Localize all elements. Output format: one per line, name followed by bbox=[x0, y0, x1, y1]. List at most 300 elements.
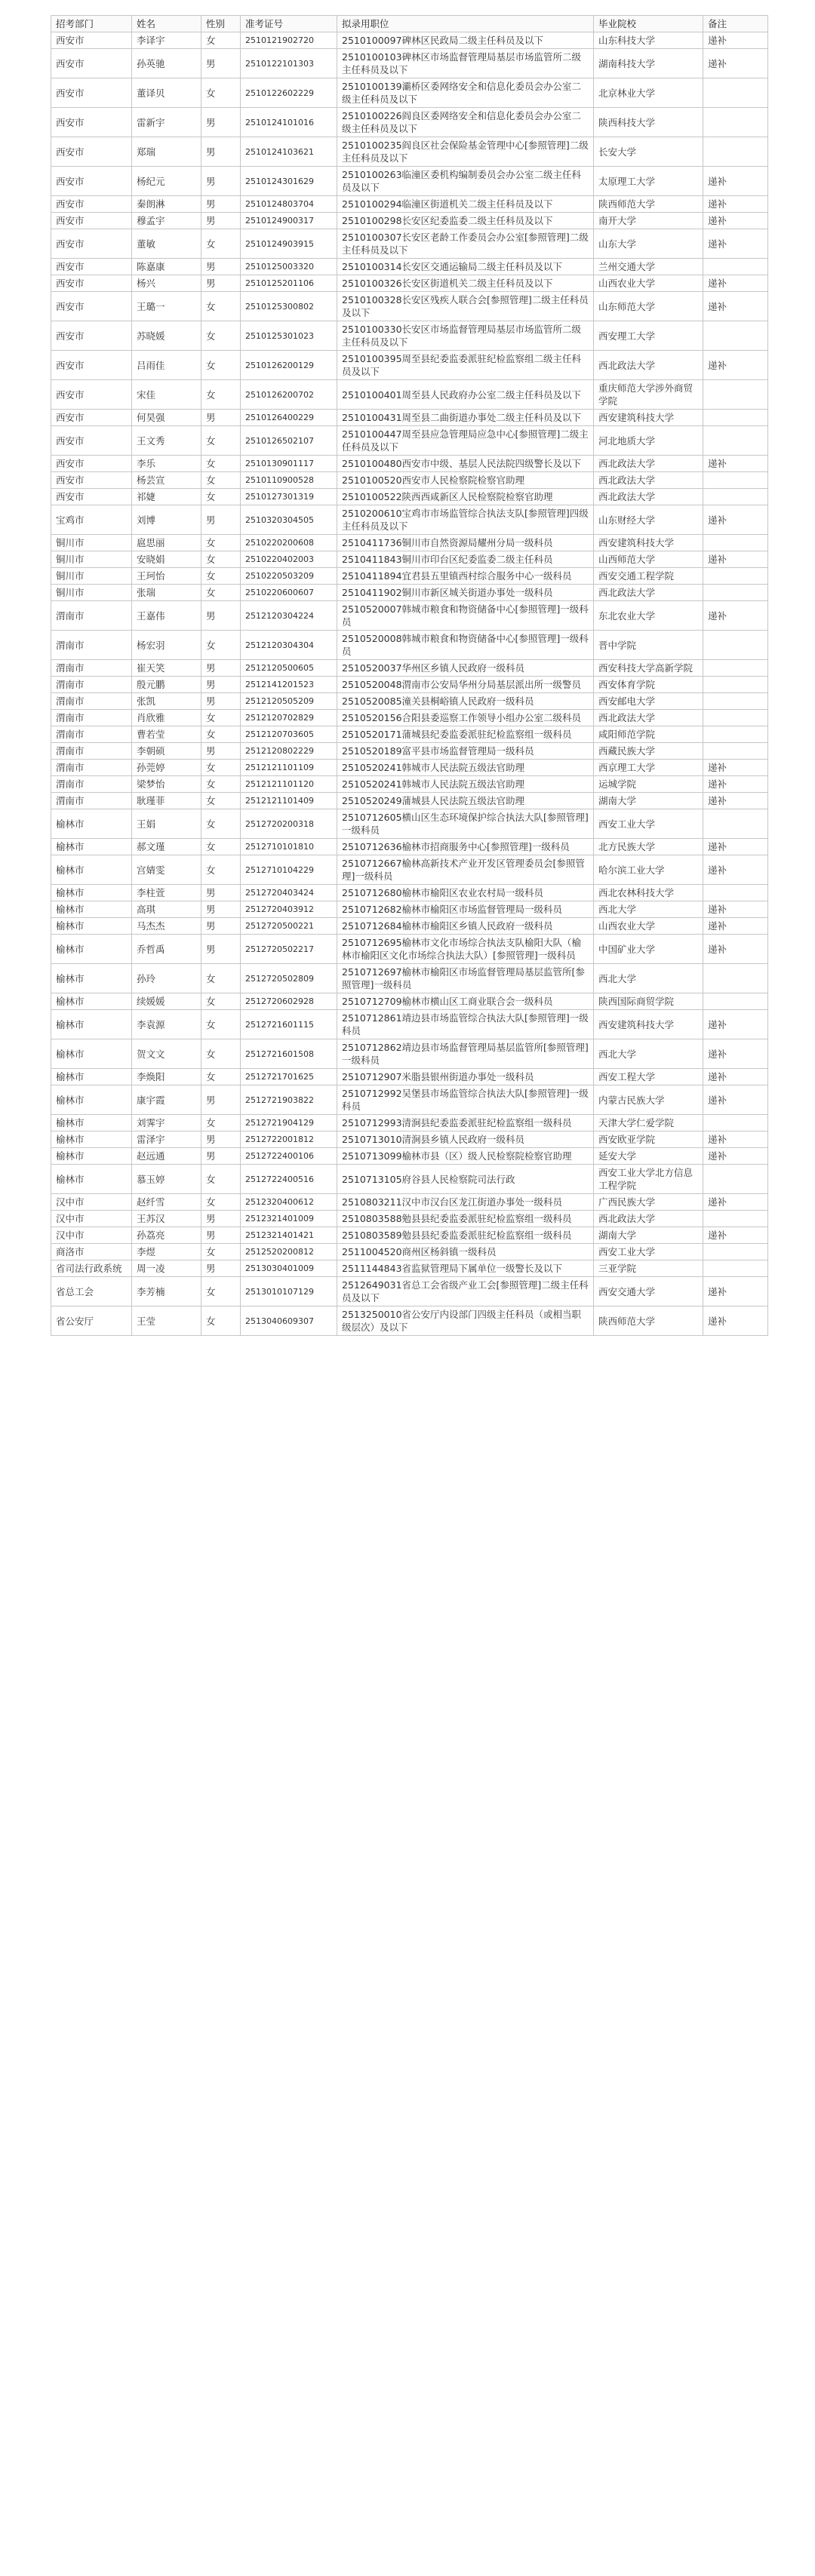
department-cell: 渭南市 bbox=[51, 776, 132, 793]
table-row bbox=[51, 275, 768, 292]
department-cell: 榆林市 bbox=[51, 1085, 132, 1115]
gender-cell: 女 bbox=[201, 426, 241, 456]
department-cell: 西安市 bbox=[51, 78, 132, 108]
remark-cell: 递补 bbox=[703, 229, 768, 259]
gender-cell: 女 bbox=[201, 1010, 241, 1039]
school-cell: 西藏民族大学 bbox=[594, 743, 703, 760]
department-cell: 渭南市 bbox=[51, 793, 132, 809]
name-cell: 马杰杰 bbox=[132, 918, 201, 935]
exam-number-cell: 2512120802229 bbox=[241, 743, 337, 760]
table-row bbox=[51, 1010, 768, 1039]
remark-cell: 递补 bbox=[703, 351, 768, 380]
table-row bbox=[51, 1306, 768, 1336]
position-cell: 2513250010省公安厅内设部门四级主任科员（或相当职级层次）及以下 bbox=[337, 1306, 594, 1336]
exam-number-cell: 2510126200129 bbox=[241, 351, 337, 380]
remark-cell: 递补 bbox=[703, 1148, 768, 1165]
table-row bbox=[51, 726, 768, 743]
position-cell: 2510100330长安区市场监督管理局基层市场监管所二级主任科员及以下 bbox=[337, 321, 594, 351]
name-cell: 孙英驰 bbox=[132, 49, 201, 78]
gender-cell: 女 bbox=[201, 1306, 241, 1336]
gender-cell: 男 bbox=[201, 1260, 241, 1277]
exam-number-cell: 2512720403912 bbox=[241, 901, 337, 918]
gender-cell: 女 bbox=[201, 1165, 241, 1194]
name-cell: 孙莞婷 bbox=[132, 760, 201, 776]
remark-cell bbox=[703, 321, 768, 351]
school-cell: 山西农业大学 bbox=[594, 275, 703, 292]
gender-cell: 男 bbox=[201, 49, 241, 78]
position-cell: 2510100263临潼区委机构编制委员会办公室二级主任科员及以下 bbox=[337, 167, 594, 196]
name-cell: 王嘉伟 bbox=[132, 601, 201, 631]
department-cell: 榆林市 bbox=[51, 1131, 132, 1148]
table-header-row bbox=[51, 16, 768, 32]
name-cell: 贺文文 bbox=[132, 1039, 201, 1069]
gender-cell: 女 bbox=[201, 32, 241, 49]
exam-number-cell: 2512710101810 bbox=[241, 839, 337, 855]
department-cell: 西安市 bbox=[51, 229, 132, 259]
exam-number-cell: 2512720403424 bbox=[241, 885, 337, 901]
remark-cell bbox=[703, 108, 768, 137]
header-name: 姓名 bbox=[132, 16, 201, 32]
table-row bbox=[51, 137, 768, 167]
name-cell: 祁婕 bbox=[132, 489, 201, 505]
department-cell: 渭南市 bbox=[51, 710, 132, 726]
remark-cell: 递补 bbox=[703, 49, 768, 78]
table-row bbox=[51, 776, 768, 793]
remark-cell bbox=[703, 1244, 768, 1260]
gender-cell: 男 bbox=[201, 1131, 241, 1148]
exam-number-cell: 2512720502217 bbox=[241, 935, 337, 964]
table-row bbox=[51, 935, 768, 964]
name-cell: 崔天笑 bbox=[132, 660, 201, 677]
table-row bbox=[51, 380, 768, 410]
position-cell: 2510803211汉中市汉台区龙江街道办事处一级科员 bbox=[337, 1194, 594, 1211]
position-cell: 2510100294临潼区街道机关二级主任科员及以下 bbox=[337, 196, 594, 213]
exam-number-cell: 2512721601115 bbox=[241, 1010, 337, 1039]
department-cell: 榆林市 bbox=[51, 1069, 132, 1085]
department-cell: 榆林市 bbox=[51, 901, 132, 918]
name-cell: 郑瑞 bbox=[132, 137, 201, 167]
table-row bbox=[51, 1244, 768, 1260]
department-cell: 榆林市 bbox=[51, 1010, 132, 1039]
table-row bbox=[51, 885, 768, 901]
school-cell: 湖南大学 bbox=[594, 793, 703, 809]
gender-cell: 男 bbox=[201, 918, 241, 935]
remark-cell: 递补 bbox=[703, 456, 768, 472]
name-cell: 王文秀 bbox=[132, 426, 201, 456]
remark-cell bbox=[703, 693, 768, 710]
gender-cell: 男 bbox=[201, 901, 241, 918]
table-row bbox=[51, 1039, 768, 1069]
school-cell: 西北大学 bbox=[594, 1039, 703, 1069]
position-cell: 2510520241韩城市人民法院五级法官助理 bbox=[337, 760, 594, 776]
school-cell: 西安科技大学高新学院 bbox=[594, 660, 703, 677]
gender-cell: 女 bbox=[201, 1244, 241, 1260]
exam-number-cell: 2510130901117 bbox=[241, 456, 337, 472]
position-cell: 2510411894宜君县五里镇西村综合服务中心一级科员 bbox=[337, 568, 594, 585]
table-row bbox=[51, 585, 768, 601]
department-cell: 西安市 bbox=[51, 292, 132, 321]
gender-cell: 男 bbox=[201, 1148, 241, 1165]
table-row bbox=[51, 259, 768, 275]
department-cell: 省总工会 bbox=[51, 1277, 132, 1306]
exam-number-cell: 2512721701625 bbox=[241, 1069, 337, 1085]
school-cell: 西北政法大学 bbox=[594, 456, 703, 472]
table-row bbox=[51, 489, 768, 505]
position-cell: 2510100522陕西西咸新区人民检察院检察官助理 bbox=[337, 489, 594, 505]
exam-number-cell: 2512721903822 bbox=[241, 1085, 337, 1115]
department-cell: 渭南市 bbox=[51, 631, 132, 660]
position-cell: 2510100401周至县人民政府办公室二级主任科员及以下 bbox=[337, 380, 594, 410]
gender-cell: 男 bbox=[201, 410, 241, 426]
school-cell: 东北农业大学 bbox=[594, 601, 703, 631]
department-cell: 西安市 bbox=[51, 351, 132, 380]
school-cell: 山东师范大学 bbox=[594, 292, 703, 321]
table-row bbox=[51, 167, 768, 196]
position-cell: 2512649031省总工会省级产业工会[参照管理]二级主任科员及以下 bbox=[337, 1277, 594, 1306]
position-cell: 2510100480西安市中级、基层人民法院四级警长及以下 bbox=[337, 456, 594, 472]
remark-cell bbox=[703, 660, 768, 677]
exam-number-cell: 2510125300802 bbox=[241, 292, 337, 321]
table-row bbox=[51, 1115, 768, 1131]
exam-number-cell: 2512120505209 bbox=[241, 693, 337, 710]
name-cell: 康宇霞 bbox=[132, 1085, 201, 1115]
position-cell: 2510712862靖边县市场监督管理局基层监管所[参照管理]一级科员 bbox=[337, 1039, 594, 1069]
name-cell: 扈思丽 bbox=[132, 535, 201, 551]
name-cell: 董译贝 bbox=[132, 78, 201, 108]
department-cell: 榆林市 bbox=[51, 935, 132, 964]
position-cell: 2510100314长安区交通运输局二级主任科员及以下 bbox=[337, 259, 594, 275]
school-cell: 西北大学 bbox=[594, 901, 703, 918]
school-cell: 西安建筑科技大学 bbox=[594, 1010, 703, 1039]
table-row bbox=[51, 1211, 768, 1227]
school-cell: 西京理工大学 bbox=[594, 760, 703, 776]
school-cell: 西安工业大学 bbox=[594, 1244, 703, 1260]
school-cell: 长安大学 bbox=[594, 137, 703, 167]
name-cell: 何昊强 bbox=[132, 410, 201, 426]
department-cell: 铜川市 bbox=[51, 535, 132, 551]
remark-cell bbox=[703, 137, 768, 167]
exam-number-cell: 2512721904129 bbox=[241, 1115, 337, 1131]
table-row bbox=[51, 1227, 768, 1244]
remark-cell: 递补 bbox=[703, 167, 768, 196]
gender-cell: 女 bbox=[201, 535, 241, 551]
name-cell: 张凯 bbox=[132, 693, 201, 710]
exam-number-cell: 2512120304304 bbox=[241, 631, 337, 660]
position-cell: 2511004520商州区杨斜镇一级科员 bbox=[337, 1244, 594, 1260]
department-cell: 西安市 bbox=[51, 108, 132, 137]
school-cell: 西北大学 bbox=[594, 964, 703, 993]
department-cell: 铜川市 bbox=[51, 568, 132, 585]
table-row bbox=[51, 793, 768, 809]
school-cell: 陕西国际商贸学院 bbox=[594, 993, 703, 1010]
department-cell: 铜川市 bbox=[51, 551, 132, 568]
gender-cell: 男 bbox=[201, 259, 241, 275]
department-cell: 榆林市 bbox=[51, 1148, 132, 1165]
table-row bbox=[51, 809, 768, 839]
header-position: 拟录用职位 bbox=[337, 16, 594, 32]
position-cell: 2510803588勉县县纪委监委派驻纪检监察组一级科员 bbox=[337, 1211, 594, 1227]
table-row bbox=[51, 760, 768, 776]
remark-cell: 递补 bbox=[703, 776, 768, 793]
school-cell: 西安欧亚学院 bbox=[594, 1131, 703, 1148]
gender-cell: 男 bbox=[201, 196, 241, 213]
remark-cell: 递补 bbox=[703, 918, 768, 935]
school-cell: 咸阳师范学院 bbox=[594, 726, 703, 743]
remark-cell bbox=[703, 426, 768, 456]
name-cell: 雷泽宇 bbox=[132, 1131, 201, 1148]
remark-cell bbox=[703, 1115, 768, 1131]
table-body bbox=[51, 32, 768, 1336]
position-cell: 2510520171蒲城县纪委监委派驻纪检监察组一级科员 bbox=[337, 726, 594, 743]
table-row bbox=[51, 32, 768, 49]
exam-number-cell: 2512720502809 bbox=[241, 964, 337, 993]
table-row bbox=[51, 693, 768, 710]
position-cell: 2510803589勉县县纪委监委派驻纪检监察组一级科员 bbox=[337, 1227, 594, 1244]
school-cell: 南开大学 bbox=[594, 213, 703, 229]
table-row bbox=[51, 1194, 768, 1211]
gender-cell: 女 bbox=[201, 321, 241, 351]
table-row bbox=[51, 601, 768, 631]
remark-cell bbox=[703, 585, 768, 601]
exam-number-cell: 2510124900317 bbox=[241, 213, 337, 229]
remark-cell: 递补 bbox=[703, 292, 768, 321]
name-cell: 李译宇 bbox=[132, 32, 201, 49]
department-cell: 榆林市 bbox=[51, 809, 132, 839]
exam-number-cell: 2512720602928 bbox=[241, 993, 337, 1010]
school-cell: 北方民族大学 bbox=[594, 839, 703, 855]
position-cell: 2510712993清涧县纪委监委派驻纪检监察组一级科员 bbox=[337, 1115, 594, 1131]
department-cell: 西安市 bbox=[51, 410, 132, 426]
table-row bbox=[51, 839, 768, 855]
name-cell: 续媛媛 bbox=[132, 993, 201, 1010]
gender-cell: 男 bbox=[201, 660, 241, 677]
exam-number-cell: 2510124903915 bbox=[241, 229, 337, 259]
name-cell: 安晓娟 bbox=[132, 551, 201, 568]
exam-number-cell: 2510220503209 bbox=[241, 568, 337, 585]
gender-cell: 女 bbox=[201, 292, 241, 321]
school-cell: 陕西师范大学 bbox=[594, 196, 703, 213]
remark-cell bbox=[703, 1260, 768, 1277]
name-cell: 陈嘉康 bbox=[132, 259, 201, 275]
name-cell: 穆孟宇 bbox=[132, 213, 201, 229]
department-cell: 榆林市 bbox=[51, 1039, 132, 1069]
remark-cell: 递补 bbox=[703, 901, 768, 918]
school-cell: 西北政法大学 bbox=[594, 585, 703, 601]
remark-cell: 递补 bbox=[703, 1227, 768, 1244]
table-row bbox=[51, 551, 768, 568]
exam-number-cell: 2510125201106 bbox=[241, 275, 337, 292]
remark-cell: 递补 bbox=[703, 1194, 768, 1211]
table-row bbox=[51, 993, 768, 1010]
gender-cell: 男 bbox=[201, 677, 241, 693]
remark-cell: 递补 bbox=[703, 760, 768, 776]
table-row bbox=[51, 213, 768, 229]
school-cell: 西北政法大学 bbox=[594, 710, 703, 726]
school-cell: 北京林业大学 bbox=[594, 78, 703, 108]
position-cell: 2510100431周至县二曲街道办事处二级主任科员及以下 bbox=[337, 410, 594, 426]
remark-cell bbox=[703, 1165, 768, 1194]
position-cell: 2510712680榆林市榆阳区农业农村局一级科员 bbox=[337, 885, 594, 901]
school-cell: 陕西科技大学 bbox=[594, 108, 703, 137]
position-cell: 2510712992吴堡县市场监管综合执法大队[参照管理]一级科员 bbox=[337, 1085, 594, 1115]
department-cell: 榆林市 bbox=[51, 918, 132, 935]
position-cell: 2510520156合阳县委巡察工作领导小组办公室二级科员 bbox=[337, 710, 594, 726]
school-cell: 西安工业大学 bbox=[594, 809, 703, 839]
name-cell: 李朝硕 bbox=[132, 743, 201, 760]
position-cell: 2510100298长安区纪委监委二级主任科员及以下 bbox=[337, 213, 594, 229]
exam-number-cell: 2510121902720 bbox=[241, 32, 337, 49]
school-cell: 兰州交通大学 bbox=[594, 259, 703, 275]
department-cell: 渭南市 bbox=[51, 601, 132, 631]
exam-number-cell: 2512710104229 bbox=[241, 855, 337, 885]
name-cell: 殷元鹏 bbox=[132, 677, 201, 693]
table-row bbox=[51, 196, 768, 213]
remark-cell: 递补 bbox=[703, 793, 768, 809]
position-cell: 2510100447周至县应急管理局应急中心[参照管理]二级主任科员及以下 bbox=[337, 426, 594, 456]
department-cell: 省司法行政系统 bbox=[51, 1260, 132, 1277]
remark-cell: 递补 bbox=[703, 1131, 768, 1148]
table-row bbox=[51, 108, 768, 137]
position-cell: 2510100097碑林区民政局二级主任科员及以下 bbox=[337, 32, 594, 49]
department-cell: 铜川市 bbox=[51, 585, 132, 601]
name-cell: 刘霁宇 bbox=[132, 1115, 201, 1131]
remark-cell bbox=[703, 568, 768, 585]
position-cell: 2510712697榆林市榆阳区市场监督管理局基层监管所[参照管理]一级科员 bbox=[337, 964, 594, 993]
position-cell: 2510713099榆林市县（区）级人民检察院检察官助理 bbox=[337, 1148, 594, 1165]
exam-number-cell: 2510124301629 bbox=[241, 167, 337, 196]
department-cell: 西安市 bbox=[51, 472, 132, 489]
name-cell: 高琪 bbox=[132, 901, 201, 918]
position-cell: 2510712605横山区生态环境保护综合执法大队[参照管理]一级科员 bbox=[337, 809, 594, 839]
table-row bbox=[51, 1165, 768, 1194]
position-cell: 2510520085潼关县桐峪镇人民政府一级科员 bbox=[337, 693, 594, 710]
name-cell: 周一凌 bbox=[132, 1260, 201, 1277]
gender-cell: 女 bbox=[201, 229, 241, 259]
position-cell: 2510520008韩城市粮食和物资储备中心[参照管理]一级科员 bbox=[337, 631, 594, 660]
position-cell: 2510100139灞桥区委网络安全和信息化委员会办公室二级主任科员及以下 bbox=[337, 78, 594, 108]
remark-cell: 递补 bbox=[703, 935, 768, 964]
exam-number-cell: 2513030401009 bbox=[241, 1260, 337, 1277]
school-cell: 西安建筑科技大学 bbox=[594, 410, 703, 426]
header-remark: 备注 bbox=[703, 16, 768, 32]
admission-list-table bbox=[51, 15, 768, 1336]
name-cell: 杨宏羽 bbox=[132, 631, 201, 660]
department-cell: 渭南市 bbox=[51, 726, 132, 743]
gender-cell: 女 bbox=[201, 809, 241, 839]
name-cell: 李柱萱 bbox=[132, 885, 201, 901]
school-cell: 湖南大学 bbox=[594, 1227, 703, 1244]
table-row bbox=[51, 901, 768, 918]
position-cell: 2510712709榆林市横山区工商业联合会一级科员 bbox=[337, 993, 594, 1010]
school-cell: 西安理工大学 bbox=[594, 321, 703, 351]
gender-cell: 女 bbox=[201, 456, 241, 472]
exam-number-cell: 2510220402003 bbox=[241, 551, 337, 568]
exam-number-cell: 2512120702829 bbox=[241, 710, 337, 726]
remark-cell bbox=[703, 743, 768, 760]
gender-cell: 女 bbox=[201, 489, 241, 505]
remark-cell bbox=[703, 489, 768, 505]
exam-number-cell: 2510125003320 bbox=[241, 259, 337, 275]
name-cell: 曹若莹 bbox=[132, 726, 201, 743]
position-cell: 2510200610宝鸡市市场监管综合执法支队[参照管理]四级主任科员及以下 bbox=[337, 505, 594, 535]
name-cell: 耿瑾菲 bbox=[132, 793, 201, 809]
school-cell: 太原理工大学 bbox=[594, 167, 703, 196]
name-cell: 李焕阳 bbox=[132, 1069, 201, 1085]
gender-cell: 女 bbox=[201, 855, 241, 885]
school-cell: 西北政法大学 bbox=[594, 472, 703, 489]
department-cell: 西安市 bbox=[51, 196, 132, 213]
position-cell: 2510520037华州区乡镇人民政府一级科员 bbox=[337, 660, 594, 677]
remark-cell: 递补 bbox=[703, 1306, 768, 1336]
table-row bbox=[51, 426, 768, 456]
position-cell: 2510713010清涧县乡镇人民政府一级科员 bbox=[337, 1131, 594, 1148]
remark-cell: 递补 bbox=[703, 1069, 768, 1085]
name-cell: 孙玲 bbox=[132, 964, 201, 993]
exam-number-cell: 2512120500605 bbox=[241, 660, 337, 677]
exam-number-cell: 2510126502107 bbox=[241, 426, 337, 456]
remark-cell: 递补 bbox=[703, 505, 768, 535]
department-cell: 榆林市 bbox=[51, 855, 132, 885]
position-cell: 2510100235阎良区社会保险基金管理中心[参照管理]二级主任科员及以下 bbox=[337, 137, 594, 167]
department-cell: 汉中市 bbox=[51, 1211, 132, 1227]
gender-cell: 女 bbox=[201, 1194, 241, 1211]
name-cell: 董敏 bbox=[132, 229, 201, 259]
position-cell: 2510100520西安市人民检察院检察官助理 bbox=[337, 472, 594, 489]
remark-cell: 递补 bbox=[703, 213, 768, 229]
remark-cell bbox=[703, 677, 768, 693]
table-row bbox=[51, 456, 768, 472]
remark-cell: 递补 bbox=[703, 839, 768, 855]
name-cell: 雷新宇 bbox=[132, 108, 201, 137]
table-row bbox=[51, 710, 768, 726]
remark-cell bbox=[703, 631, 768, 660]
gender-cell: 男 bbox=[201, 693, 241, 710]
position-cell: 2511144843省监狱管理局下属单位一级警长及以下 bbox=[337, 1260, 594, 1277]
exam-number-cell: 2510320304505 bbox=[241, 505, 337, 535]
exam-number-cell: 2510220600607 bbox=[241, 585, 337, 601]
position-cell: 2510100307长安区老龄工作委员会办公室[参照管理]二级主任科员及以下 bbox=[337, 229, 594, 259]
remark-cell: 递补 bbox=[703, 1039, 768, 1069]
table-row bbox=[51, 1148, 768, 1165]
gender-cell: 女 bbox=[201, 472, 241, 489]
school-cell: 西安工业大学北方信息工程学院 bbox=[594, 1165, 703, 1194]
name-cell: 宫婧雯 bbox=[132, 855, 201, 885]
remark-cell: 递补 bbox=[703, 855, 768, 885]
school-cell: 山西师范大学 bbox=[594, 551, 703, 568]
gender-cell: 女 bbox=[201, 1069, 241, 1085]
exam-number-cell: 2510124103621 bbox=[241, 137, 337, 167]
table-row bbox=[51, 78, 768, 108]
gender-cell: 女 bbox=[201, 380, 241, 410]
department-cell: 西安市 bbox=[51, 32, 132, 49]
exam-number-cell: 2512120304224 bbox=[241, 601, 337, 631]
remark-cell bbox=[703, 710, 768, 726]
name-cell: 杨芸宣 bbox=[132, 472, 201, 489]
exam-number-cell: 2510122602229 bbox=[241, 78, 337, 108]
table-row bbox=[51, 321, 768, 351]
school-cell: 内蒙古民族大学 bbox=[594, 1085, 703, 1115]
table-row bbox=[51, 1085, 768, 1115]
exam-number-cell: 2510122101303 bbox=[241, 49, 337, 78]
exam-number-cell: 2510127301319 bbox=[241, 489, 337, 505]
name-cell: 苏晓媛 bbox=[132, 321, 201, 351]
name-cell: 张瑞 bbox=[132, 585, 201, 601]
school-cell: 西安建筑科技大学 bbox=[594, 535, 703, 551]
school-cell: 哈尔滨工业大学 bbox=[594, 855, 703, 885]
position-cell: 2510712907米脂县银州街道办事处一级科员 bbox=[337, 1069, 594, 1085]
table-row bbox=[51, 964, 768, 993]
name-cell: 刘博 bbox=[132, 505, 201, 535]
